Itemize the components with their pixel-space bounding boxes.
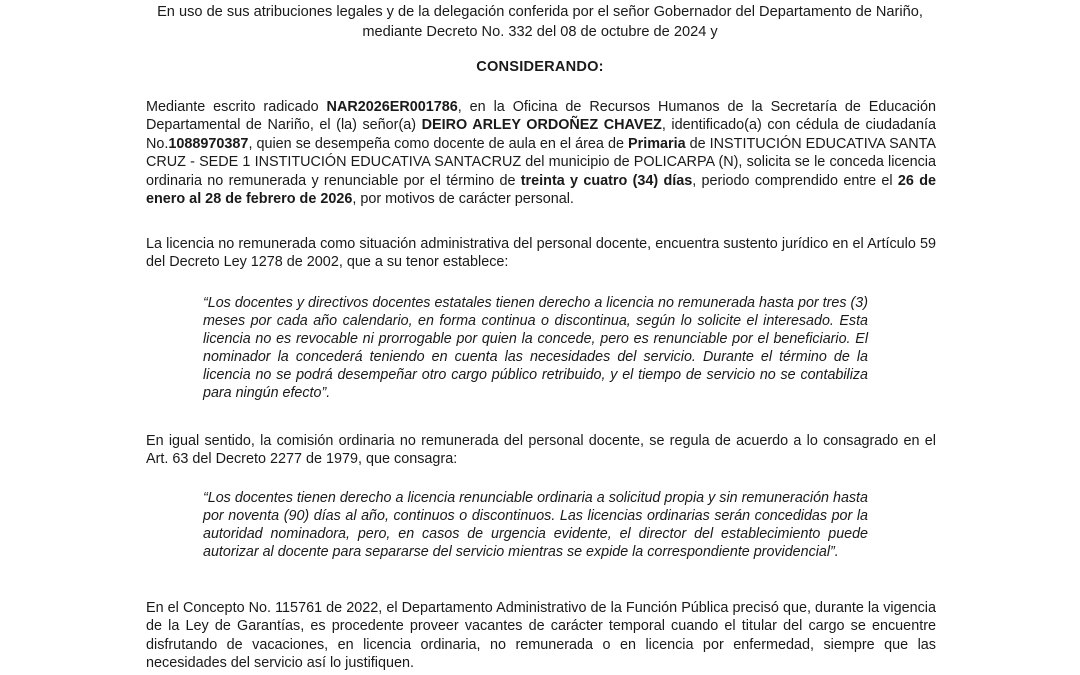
radicado-number: NAR2026ER001786 (326, 99, 458, 115)
section-heading: CONSIDERANDO: (476, 59, 604, 75)
quote-decreto-2277: “Los docentes tienen derecho a licencia renunciable ordinaria a solicitud propia y sin remuneración hasta por noventa (90) días al año, continuos o discontinuos. Las licencias ordinarias serán concedidas por la autoridad nominadora, pero, en casos de urgencia evidente, el director del establecimiento puede autorizar al docente para separarse del servicio mientras se expide la correspondiente providencial”. (203, 490, 868, 560)
paragraph-legal-basis: La licencia no remunerada como situación administrativa del personal docente, encuentra sustento jurídico en el Artículo 59 del Decreto Ley 1278 de 2002, que a su tenor establece: (146, 236, 936, 271)
text-segment: de INSTITUCIÓN EDUCATIVA SANTA CRUZ - SEDE 1 INSTITUCIÓN EDUCATIVA SANTACRUZ del municipio de POLICARPA (N), solicita se le conceda licencia ordinaria no remunerada y renunciable por el término de (146, 135, 936, 189)
intro-paragraph (140, 2, 940, 42)
text-segment: , identificado(a) con cédula de ciudadanía No. (146, 117, 936, 152)
text-segment: , quien se desempeña como docente de aula en el área de (248, 135, 628, 152)
quote-decreto-1278: “Los docentes y directivos docentes estatales tienen derecho a licencia no remunerada hasta por tres (3) meses por cada año calendario, en forma continua o discontinua, según lo solicite el interesado. Esta licencia no es revocable ni prorrogable por quien la concede, pero es renunciable por el beneficiario. El nominador la concederá teniendo en cuenta las necesidades del servicio. Durante el término de la licencia no se podrá desempeñar otro cargo público retribuido, y el tiempo de servicio no se contabiliza para ningún efecto”. (203, 295, 868, 401)
text-segment: , en la Oficina de Recursos Humanos de la Secretaría de Educación Departamental de Nariño, el (la) señor(a) (146, 99, 937, 134)
paragraph-decreto-2277: En igual sentido, la comisión ordinaria no remunerada del personal docente, se regula de acuerdo a lo consagrado en el Art. 63 del Decreto 2277 de 1979, que consagra: (146, 433, 936, 468)
license-term: treinta y cuatro (34) días (520, 172, 693, 189)
intro-line-2: mediante Decreto No. 332 del 08 de octubre de 2024 y (362, 24, 718, 40)
text-segment: Mediante escrito radicado (146, 99, 327, 115)
cedula-number: 1088970387 (168, 135, 249, 152)
paragraph-concepto: En el Concepto No. 115761 de 2022, el Departamento Administrativo de la Función Pública precisó que, durante la vigencia de la Ley de Garantías, es procedente proveer vacantes de carácter temporal cuando el titular del cargo se encuentre disfrutando de vacaciones, en licencia ordinaria, no remunerada o en licencia por enfermedad, siempre que las necesidades del servicio así lo justifiquen. (146, 600, 936, 672)
text-segment: , periodo comprendido entre el (692, 172, 898, 189)
applicant-name: DEIRO ARLEY ORDOÑEZ CHAVEZ (421, 117, 662, 134)
paragraph-request (146, 98, 936, 208)
license-period: 26 de enero al 28 de febrero de 2026 (146, 172, 936, 208)
area-name: Primaria (628, 135, 686, 152)
intro-line-1: En uso de sus atribuciones legales y de la delegación conferida por el señor Gobernador del Departamento de Nariño, (157, 4, 923, 20)
text-segment: , por motivos de carácter personal. (352, 191, 574, 208)
